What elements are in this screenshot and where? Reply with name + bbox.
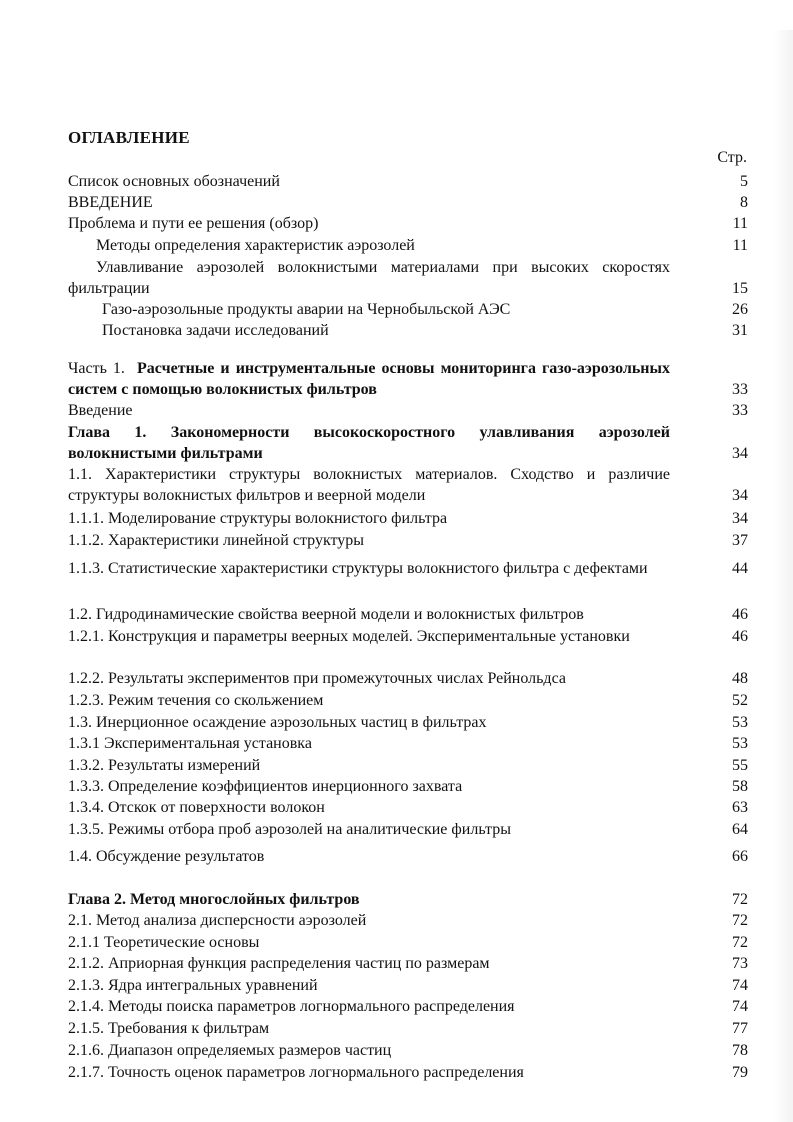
- page-number: 33: [732, 381, 748, 398]
- toc-entry[interactable]: Постановка задачи исследований 31: [102, 322, 748, 339]
- page-number: 78: [732, 1042, 748, 1059]
- toc-entry[interactable]: 1.3. Инерционное осаждение аэрозольных частиц в фильтрах 53: [68, 714, 748, 731]
- toc-entry[interactable]: 2.1.6. Диапазон определяемых размеров частиц 78: [68, 1042, 748, 1059]
- toc-entry[interactable]: Методы определения характеристик аэрозолей 11: [96, 237, 748, 254]
- page-number: 73: [732, 955, 748, 972]
- toc-heading: ОГЛАВЛЕНИЕ: [68, 128, 190, 147]
- toc-entry[interactable]: 1.2.3. Режим течения со скольжением 52: [68, 692, 748, 709]
- page-number: 79: [732, 1064, 748, 1081]
- toc-entry[interactable]: 1.3.4. Отскок от поверхности волокон 63: [68, 799, 748, 816]
- page-number: 72: [732, 891, 748, 908]
- page-number: 74: [732, 998, 748, 1015]
- page-number: 33: [732, 402, 748, 419]
- toc-entry[interactable]: 1.2. Гидродинамические свойства веерной модели и волокнистых фильтров 46: [68, 606, 748, 623]
- toc-entry[interactable]: 1.3.1 Экспериментальная установка 53: [68, 735, 748, 752]
- toc-entry[interactable]: 1.2.1. Конструкция и параметры веерных моделей. Экспериментальные установки 46: [68, 628, 748, 645]
- page-number: 8: [740, 194, 748, 211]
- page-number: 66: [732, 848, 748, 865]
- toc-entry[interactable]: Улавливание аэрозолей волокнистыми материалами при высоких скоростях фильтрации 15: [68, 259, 748, 297]
- page-number: 5: [740, 173, 748, 190]
- toc-entry[interactable]: Проблема и пути ее решения (обзор) 11: [68, 215, 748, 232]
- toc-entry[interactable]: 2.1.1 Теоретические основы 72: [68, 934, 748, 951]
- toc-entry[interactable]: 2.1.3. Ядра интегральных уравнений 74: [68, 977, 748, 994]
- page-number: 34: [732, 445, 748, 462]
- page-number: 58: [732, 778, 748, 795]
- toc-entry-chapter[interactable]: Глава 2. Метод многослойных фильтров 72: [68, 891, 748, 908]
- toc-entry[interactable]: 1.1.2. Характеристики линейной структуры 37: [68, 532, 748, 549]
- page-number: 15: [732, 280, 748, 297]
- toc-entry[interactable]: Введение 33: [68, 402, 748, 419]
- page-number: 37: [732, 532, 748, 549]
- toc-entry[interactable]: 1.4. Обсуждение результатов 66: [68, 848, 748, 865]
- toc-entry[interactable]: 1.3.5. Режимы отбора проб аэрозолей на аналитические фильтры 64: [68, 821, 748, 838]
- toc-entry[interactable]: 2.1.2. Априорная функция распределения частиц по размерам 73: [68, 955, 748, 972]
- page-number: 11: [732, 215, 748, 232]
- page-number: 26: [732, 301, 748, 318]
- page-number: 63: [732, 799, 748, 816]
- page-number: 77: [732, 1020, 748, 1037]
- page-number: 46: [732, 606, 748, 623]
- toc-entry-part[interactable]: Часть 1. Расчетные и инструментальные основы мониторинга газо-аэрозольных систем с помощью волокнистых фильтров 33: [68, 360, 748, 398]
- toc-entry[interactable]: 2.1.5. Требования к фильтрам 77: [68, 1020, 748, 1037]
- page-number: 72: [732, 912, 748, 929]
- toc-entry[interactable]: 2.1.7. Точность оценок параметров логнормального распределения 79: [68, 1064, 748, 1081]
- page-number: 64: [732, 821, 748, 838]
- toc-entry[interactable]: 1.3.3. Определение коэффициентов инерционного захвата 58: [68, 778, 748, 795]
- toc-entry[interactable]: 1.1.1. Моделирование структуры волокнистого фильтра 34: [68, 510, 748, 527]
- toc-entry[interactable]: 1.3.2. Результаты измерений 55: [68, 757, 748, 774]
- page-number: 53: [732, 735, 748, 752]
- toc-entry[interactable]: Список основных обозначений 5: [68, 173, 748, 190]
- toc-entry[interactable]: 1.2.2. Результаты экспериментов при промежуточных числах Рейнольдса 48: [68, 670, 748, 687]
- page-number: 34: [732, 510, 748, 527]
- page-number: 11: [732, 237, 748, 254]
- page-number: 46: [732, 628, 748, 645]
- toc-entry[interactable]: 2.1. Метод анализа дисперсности аэрозолей 72: [68, 912, 748, 929]
- toc-entry[interactable]: 1.1. Характеристики структуры волокнистых материалов. Сходство и различие структуры волокнистых фильтров и веерной модели 34: [68, 466, 748, 504]
- page-number: 48: [732, 670, 748, 687]
- page-number: 53: [732, 714, 748, 731]
- page-number: 34: [732, 487, 748, 504]
- toc-entry-chapter[interactable]: Глава 1. Закономерности высокоскоростного улавливания аэрозолей волокнистыми фильтрами 34: [68, 424, 748, 462]
- toc-entry[interactable]: ВВЕДЕНИЕ 8: [68, 194, 748, 211]
- scan-edge-shadow: [773, 30, 793, 1122]
- page-number: 31: [732, 322, 748, 339]
- page-number: 72: [732, 934, 748, 951]
- page-number: 74: [732, 977, 748, 994]
- page-number: 55: [732, 757, 748, 774]
- toc-entry[interactable]: 1.1.3. Статистические характеристики структуры волокнистого фильтра с дефектами 44: [68, 558, 748, 580]
- toc-entry[interactable]: Газо-аэрозольные продукты аварии на Чернобыльской АЭС 26: [102, 301, 748, 318]
- page-number: 44: [732, 560, 748, 577]
- page-column-label: Стр.: [717, 149, 747, 166]
- page-number: 52: [732, 692, 748, 709]
- toc-entry[interactable]: 2.1.4. Методы поиска параметров логнормального распределения 74: [68, 998, 748, 1015]
